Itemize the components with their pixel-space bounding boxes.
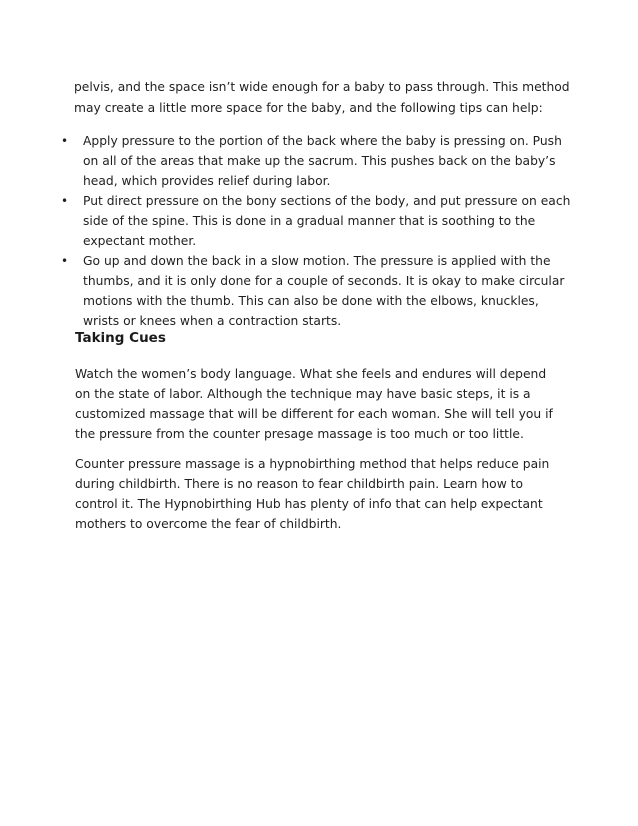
body-paragraph: Watch the women’s body language. What she feels and endures will depend on the state of labor. Although the technique may have basic steps, it is a customized massage that will be different for each woman. She will tell you if the pressure from the counter presage massage is too much or too little. <box>75 367 553 441</box>
tip-text: Go up and down the back in a slow motion. The pressure is applied with the thumbs, and it is only done for a couple of seconds. It is okay to make circular motions with the thumb. This can also be done with the elbows, knuckles, wrists or knees when a contraction starts. <box>83 254 565 328</box>
tip-text: Apply pressure to the portion of the back where the baby is pressing on. Push on all of the areas that make up the sacrum. This pushes back on the baby’s head, which provides relief during labor. <box>83 134 562 188</box>
tips-list-item <box>0 131 573 191</box>
tip-text: Put direct pressure on the bony sections of the body, and put pressure on each side of the spine. This is done in a gradual manner that is soothing to the expectant mother. <box>83 194 571 248</box>
section-heading: Taking Cues <box>75 330 166 346</box>
tips-list-item <box>0 251 573 331</box>
bullet-icon: • <box>61 254 69 268</box>
intro-paragraph: pelvis, and the space isn’t wide enough for a baby to pass through. This method may create a little more space for the baby, and the following tips can help: <box>74 80 570 115</box>
bullet-icon: • <box>61 194 69 208</box>
tips-list <box>0 131 638 331</box>
tips-list-item <box>0 191 573 251</box>
body-paragraph: Counter pressure massage is a hypnobirthing method that helps reduce pain during childbirth. There is no reason to fear childbirth pain. Learn how to control it. The Hypnobirthing Hub has plenty of info that can help expectant mothers to overcome the fear of childbirth. <box>75 457 550 531</box>
bullet-icon: • <box>61 134 69 148</box>
